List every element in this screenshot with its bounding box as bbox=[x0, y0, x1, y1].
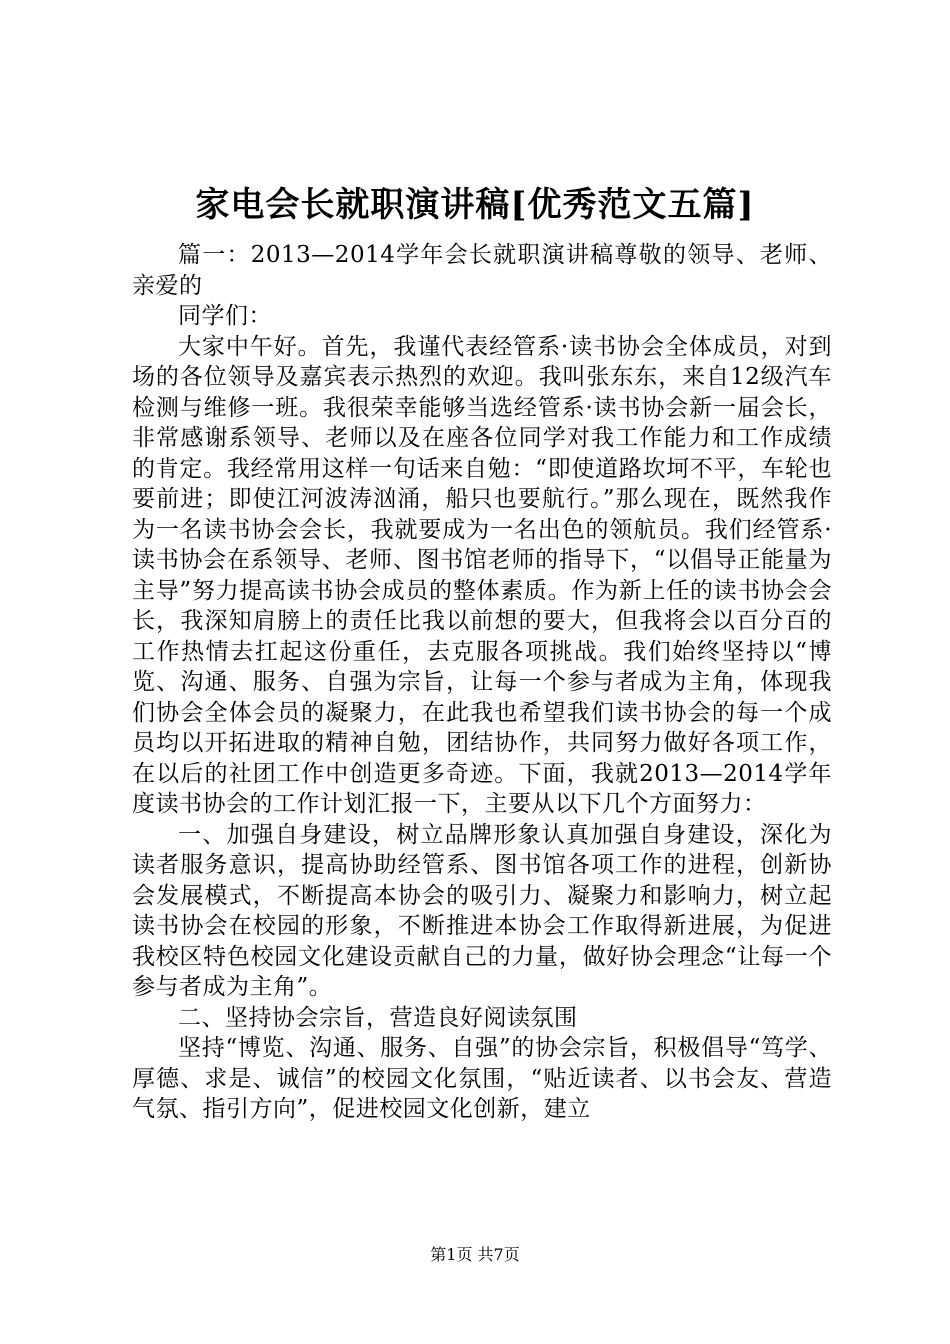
paragraph-main: 大家中午好。首先，我谨代表经管系·读书协会全体成员，对到场的各位领导及嘉宾表示热烈的欢迎。我叫张东东，来自12级汽车检测与维修一班。我很荣幸能够当选经管系·读书协会新一届会长，非常感谢系领导、老师以及在座各位同学对我工作能力和工作成绩的肯定。我经常用这样一句话来自勉：“即使道路坎坷不平，车轮也要前进；即使江河波涛汹涌，船只也要航行。”那么现在，既然我作为一名读书协会会长，我就要成为一名出色的领航员。我们经管系·读书协会在系领导、老师、图书馆老师的指导下，“以倡导正能量为主导”努力提高读书协会成员的整体素质。作为新上任的读书协会会长，我深知肩膀上的责任比我以前想的要大，但我将会以百分百的工作热情去扛起这份重任，去克服各项挑战。我们始终坚持以“博览、沟通、服务、自强为宗旨，让每一个参与者成为主角，体现我们协会全体会员的凝聚力，在此我也希望我们读书协会的每一个成员均以开拓进取的精神自勉，团结协作，共同努力做好各项工作，在以后的社团工作中创造更多奇迹。下面，我就2013—2014学年度读书协会的工作计划汇报一下，主要从以下几个方面努力： bbox=[132, 333, 832, 817]
paragraph-section-two-body: 坚持“博览、沟通、服务、自强”的协会宗旨，积极倡导“笃学、厚德、求是、诚信”的校园文化氛围，“贴近读者、以书会友、营造气氛、指引方向”，促进校园文化创新，建立 bbox=[132, 1035, 832, 1122]
document-body bbox=[132, 240, 832, 1125]
paragraph-salutation: 同学们： bbox=[178, 303, 272, 329]
paragraph-section-one: 一、加强自身建设，树立品牌形象认真加强自身建设，深化为读者服务意识，提高协助经管系、图书馆各项工作的进程，创新协会发展模式，不断提高本协会的吸引力、凝聚力和影响力，树立起读书协会在校园的形象，不断推进本协会工作取得新进展，为促进我校区特色校园文化建设贡献自己的力量，做好协会理念“让每一个参与者成为主角”。 bbox=[132, 821, 832, 1000]
paragraph-intro: 篇一：2013—2014学年会长就职演讲稿尊敬的领导、老师、亲爱的 bbox=[132, 242, 832, 299]
page-footer: 第1页 共7页 bbox=[430, 1245, 520, 1264]
paragraph-section-two-heading: 二、坚持协会宗旨，营造良好阅读氛围 bbox=[178, 1004, 578, 1031]
document-title: 家电会长就职演讲稿[优秀范文五篇] bbox=[195, 185, 755, 225]
